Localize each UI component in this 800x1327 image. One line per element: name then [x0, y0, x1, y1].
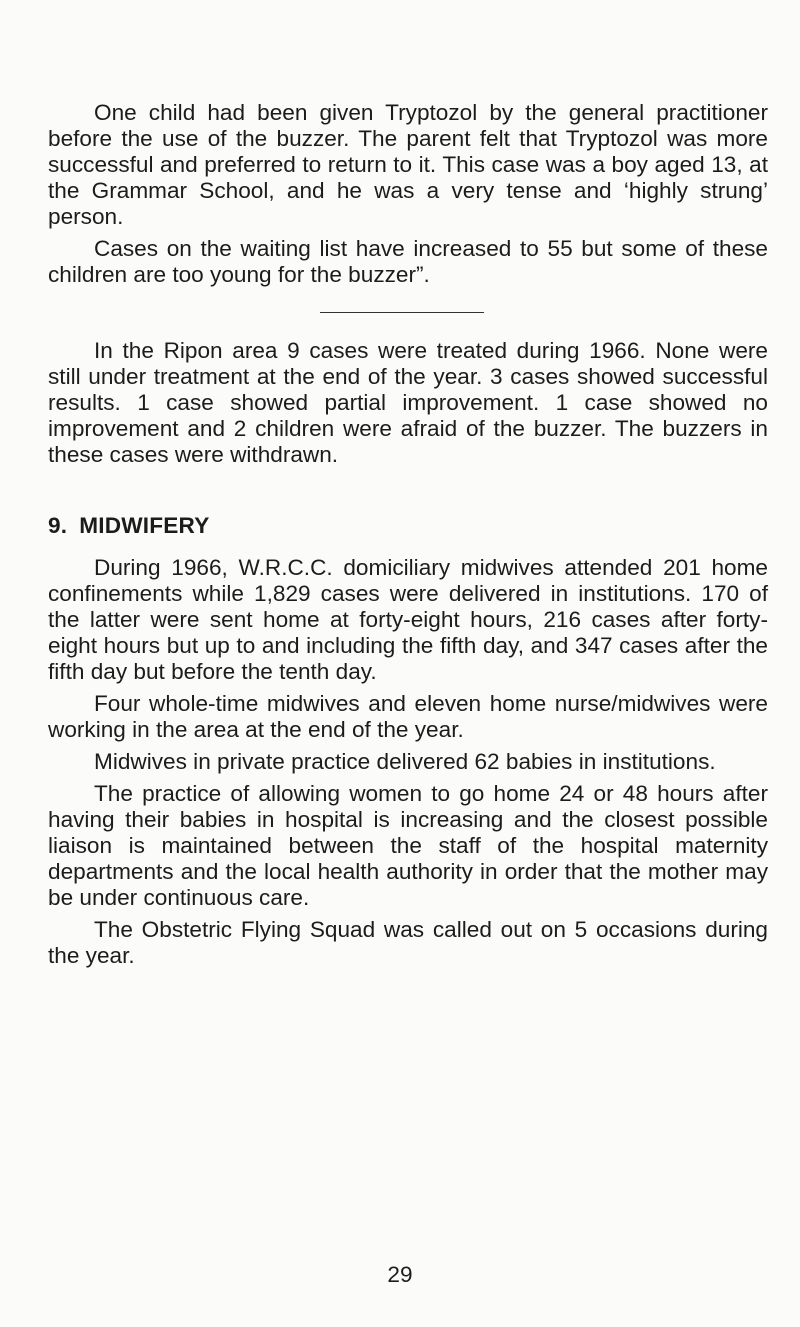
midwifery-section — [48, 555, 768, 969]
midwifery-heading — [48, 513, 210, 539]
page-number: 29 — [387, 1262, 413, 1287]
midwifery-paragraph: The Obstetric Flying Squad was called out on 5 occasions during the year. — [48, 917, 768, 968]
ripon-paragraph: In the Ripon area 9 cases were treated during 1966. None were still under treatment at the end of the year. 3 cases showed successful results. 1 case showed partial improvement. 1 case showed no improvement and 2 children were afraid of the buzzer. The buzzers in these cases were withdrawn. — [48, 338, 768, 467]
midwifery-paragraph: During 1966, W.R.C.C. domiciliary midwives attended 201 home confinements while 1,829 cases were delivered in institutions. 170 of the latter were sent home at forty-eight hours, 216 cases after forty-eight hours but up to and including the fifth day, and 347 cases after the fifth day but before the tenth day. — [48, 555, 768, 684]
section-title: MIDWIFERY — [79, 513, 210, 538]
waiting-list-paragraph: Cases on the waiting list have increased to 55 but some of these children are too young for the buzzer”. — [48, 236, 768, 287]
section-divider — [320, 312, 484, 313]
tryptozol-paragraph: One child had been given Tryptozol by the general practitioner before the use of the buzzer. The parent felt that Tryptozol was more successful and preferred to return to it. This case was a boy aged 13, at the Grammar School, and he was a very tense and ‘highly strung’ person. — [48, 100, 768, 229]
section-number: 9. — [48, 513, 68, 538]
ripon-area-block — [48, 338, 768, 468]
midwifery-paragraph: Midwives in private practice delivered 62 babies in institutions. — [94, 749, 716, 774]
enuresis-report-continuation — [48, 100, 768, 288]
midwifery-paragraph: The practice of allowing women to go home 24 or 48 hours after having their babies in hospital is increasing and the closest possible liaison is maintained between the staff of the hospital maternity departments and the local health authority in order that the mother may be under continuous care. — [48, 781, 768, 910]
midwifery-paragraph: Four whole-time midwives and eleven home nurse/midwives were working in the area at the end of the year. — [48, 691, 768, 742]
